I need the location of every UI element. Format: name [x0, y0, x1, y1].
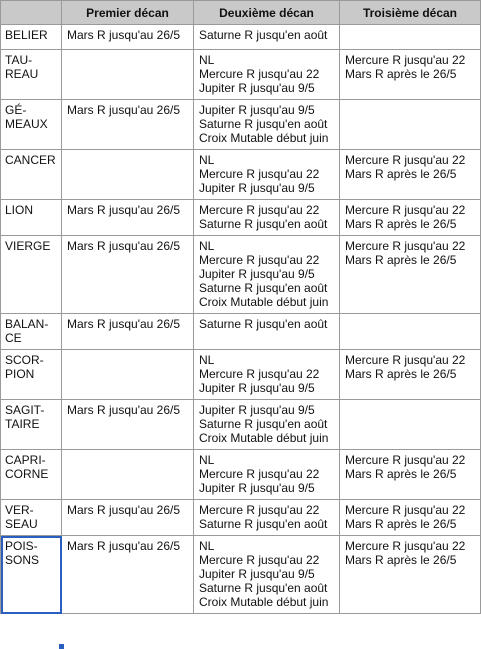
decan3-cell[interactable]	[340, 314, 481, 350]
column-header-premier-decan[interactable]: Premier décan	[62, 1, 194, 25]
decan2-cell[interactable]: NL Mercure R jusqu'au 22 Jupiter R jusqu'au 9/5	[194, 350, 340, 400]
decan2-cell[interactable]: Mercure R jusqu'au 22 Saturne R jusqu'en août	[194, 200, 340, 236]
decan3-cell[interactable]	[340, 25, 481, 50]
column-header-deuxieme-decan[interactable]: Deuxième décan	[194, 1, 340, 25]
decan1-cell[interactable]: Mars R jusqu'au 26/5	[62, 314, 194, 350]
decan3-cell[interactable]: Mercure R jusqu'au 22 Mars R après le 26/5	[340, 350, 481, 400]
sign-cell-selected[interactable]: POIS- SONS	[1, 536, 62, 614]
decan3-cell[interactable]	[340, 100, 481, 150]
sign-cell[interactable]: BELIER	[1, 25, 62, 50]
table-row	[1, 400, 481, 450]
table-row	[1, 50, 481, 100]
decan2-cell[interactable]: Saturne R jusqu'en août	[194, 314, 340, 350]
sign-cell[interactable]: CAPRI- CORNE	[1, 450, 62, 500]
decan1-cell[interactable]: Mars R jusqu'au 26/5	[62, 200, 194, 236]
decan3-cell[interactable]: Mercure R jusqu'au 22 Mars R après le 26/5	[340, 500, 481, 536]
table-row	[1, 500, 481, 536]
decan1-cell[interactable]	[62, 150, 194, 200]
decan3-cell[interactable]: Mercure R jusqu'au 22 Mars R après le 26/5	[340, 450, 481, 500]
corner-header[interactable]	[1, 1, 62, 25]
decan1-cell[interactable]: Mars R jusqu'au 26/5	[62, 536, 194, 614]
table-row	[1, 236, 481, 314]
decan2-cell[interactable]: Jupiter R jusqu'au 9/5 Saturne R jusqu'en août Croix Mutable début juin	[194, 400, 340, 450]
selection-fill-handle[interactable]	[59, 644, 64, 649]
table-row	[1, 350, 481, 400]
decan1-cell[interactable]: Mars R jusqu'au 26/5	[62, 236, 194, 314]
decan1-cell[interactable]	[62, 50, 194, 100]
sign-cell[interactable]: SCOR- PION	[1, 350, 62, 400]
decan1-cell[interactable]: Mars R jusqu'au 26/5	[62, 100, 194, 150]
table-row	[1, 450, 481, 500]
decan2-cell[interactable]: NL Mercure R jusqu'au 22 Jupiter R jusqu'au 9/5	[194, 450, 340, 500]
table-row	[1, 150, 481, 200]
table-row	[1, 536, 481, 614]
decan3-cell[interactable]: Mercure R jusqu'au 22 Mars R après le 26/5	[340, 150, 481, 200]
decan3-cell[interactable]	[340, 400, 481, 450]
column-header-troisieme-decan[interactable]: Troisième décan	[340, 1, 481, 25]
header-row	[1, 1, 481, 25]
decan2-cell[interactable]: NL Mercure R jusqu'au 22 Jupiter R jusqu'au 9/5	[194, 50, 340, 100]
decan1-cell[interactable]: Mars R jusqu'au 26/5	[62, 25, 194, 50]
decan2-cell[interactable]: NL Mercure R jusqu'au 22 Jupiter R jusqu'au 9/5 Saturne R jusqu'en août Croix Mutable début juin	[194, 536, 340, 614]
sign-cell[interactable]: LION	[1, 200, 62, 236]
decan3-cell[interactable]: Mercure R jusqu'au 22 Mars R après le 26/5	[340, 200, 481, 236]
sign-cell[interactable]: VIERGE	[1, 236, 62, 314]
decan2-cell[interactable]: Jupiter R jusqu'au 9/5 Saturne R jusqu'en août Croix Mutable début juin	[194, 100, 340, 150]
table-row	[1, 200, 481, 236]
decan2-cell[interactable]: Mercure R jusqu'au 22 Saturne R jusqu'en août	[194, 500, 340, 536]
decan1-cell[interactable]	[62, 450, 194, 500]
sign-cell[interactable]: TAU- REAU	[1, 50, 62, 100]
decan2-cell[interactable]: NL Mercure R jusqu'au 22 Jupiter R jusqu'au 9/5	[194, 150, 340, 200]
sign-cell[interactable]: CANCER	[1, 150, 62, 200]
decan2-cell[interactable]: Saturne R jusqu'en août	[194, 25, 340, 50]
decan1-cell[interactable]	[62, 350, 194, 400]
decan3-cell[interactable]: Mercure R jusqu'au 22 Mars R après le 26/5	[340, 536, 481, 614]
table-row	[1, 25, 481, 50]
sign-cell[interactable]: SAGIT- TAIRE	[1, 400, 62, 450]
table-row	[1, 100, 481, 150]
sign-cell[interactable]: GÉ- MEAUX	[1, 100, 62, 150]
decan1-cell[interactable]: Mars R jusqu'au 26/5	[62, 400, 194, 450]
decan3-cell[interactable]: Mercure R jusqu'au 22 Mars R après le 26/5	[340, 50, 481, 100]
decan1-cell[interactable]: Mars R jusqu'au 26/5	[62, 500, 194, 536]
decan2-cell[interactable]: NL Mercure R jusqu'au 22 Jupiter R jusqu'au 9/5 Saturne R jusqu'en août Croix Mutable début juin	[194, 236, 340, 314]
decan3-cell[interactable]: Mercure R jusqu'au 22 Mars R après le 26/5	[340, 236, 481, 314]
table-row	[1, 314, 481, 350]
sign-cell[interactable]: BALAN- CE	[1, 314, 62, 350]
sign-cell[interactable]: VER- SEAU	[1, 500, 62, 536]
